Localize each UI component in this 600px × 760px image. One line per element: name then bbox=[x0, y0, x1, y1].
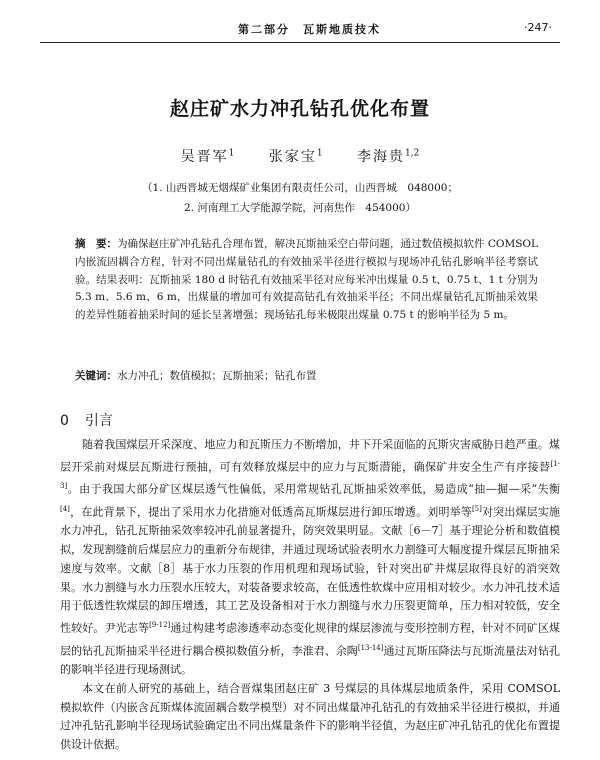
body-text bbox=[60, 436, 560, 755]
text-run: 通过瓦斯压降法与瓦斯流量法对钻孔的影响半径进行现场测试。 bbox=[60, 644, 560, 677]
citation-ref: [4] bbox=[60, 504, 70, 513]
affiliation-1: （1. 山西晋城无烟煤矿业集团有限责任公司，山西晋城 048000； bbox=[142, 182, 458, 194]
abstract bbox=[75, 236, 538, 325]
author-name: 李海贵 bbox=[357, 149, 406, 165]
text-run: 随着我国煤层开采深度、地应力和瓦斯压力不断增加，井下开采面临的瓦斯灾害威胁日趋严重。煤层开采前对煤层瓦斯进行预抽，可有效释放煤层中的应力与瓦斯潜能，确保矿井安全生产有序接替 bbox=[60, 438, 560, 474]
author-affil-mark: 1,2 bbox=[405, 148, 420, 159]
abstract-text: 为确保赵庄矿冲孔钻孔合理布置，解决瓦斯抽采空白带问题，通过数值模拟软件 COMSOL 内嵌流固耦合方程，针对不同出煤量钻孔的有效抽采半径进行模拟与现场冲孔钻孔影响半径考察试验。结果表明：瓦斯抽采 180 d 时钻孔有效抽采半径对应每米冲出煤量 0.5 t、0.75 t、1 t 分别为 5.3 m、5.6 m、6 m，出煤量的增加可有效提高钻孔有效抽采半径；不同出煤量钻孔瓦斯抽采效果的差异性随着抽采时间的延长呈著增强；现场钻孔每米极限出煤量 0.75 t 的影响半径为 5 m。 bbox=[75, 238, 539, 322]
paper-title: 赵庄矿水力冲孔钻孔优化布置 bbox=[169, 98, 430, 120]
citation-ref: [13-14] bbox=[357, 643, 384, 652]
keywords bbox=[75, 368, 538, 383]
author-list bbox=[0, 146, 600, 166]
text-run: 通过构建考虑渗透率动态变化规律的煤层渗流与变形控制方程，针对不同矿区煤层的钻孔瓦斯抽采半径进行耦合模拟数值分析，李淮君、余陶 bbox=[60, 621, 560, 658]
text-run: 。由于我国大部分矿区煤层透气性偏低，采用常规钻孔瓦斯抽采效率低，易造成“抽—掘—采”失衡 bbox=[67, 482, 560, 496]
author-name: 吴晋军 bbox=[180, 149, 229, 165]
running-header-section: 第二部分 瓦斯地质技术 bbox=[238, 23, 381, 36]
citation-ref: [9-12] bbox=[149, 621, 171, 630]
author-1 bbox=[181, 149, 235, 165]
citation-ref: [1-3] bbox=[60, 459, 560, 491]
author-affil-mark: 1 bbox=[228, 148, 235, 159]
keywords-label: 关键词： bbox=[75, 370, 117, 382]
author-2 bbox=[269, 149, 323, 165]
section-number: 0 bbox=[60, 413, 69, 429]
keywords-text: 水力冲孔；数值模拟；瓦斯抽采；钻孔布置 bbox=[117, 370, 317, 382]
text-run: ，在此背景下，提出了采用水力化措施对低透高瓦斯煤层进行卸压增透。刘明举等 bbox=[69, 505, 472, 519]
running-header bbox=[40, 12, 560, 43]
section-title: 引言 bbox=[84, 413, 113, 429]
abstract-label: 摘 要： bbox=[75, 238, 117, 250]
author-affil-mark: 1 bbox=[316, 148, 323, 159]
citation-ref: [5] bbox=[471, 504, 482, 513]
body-paragraph-1 bbox=[60, 436, 560, 680]
author-name: 张家宝 bbox=[268, 149, 317, 165]
affiliation-2: 2. 河南理工大学能源学院，河南焦作 454000） bbox=[184, 202, 416, 214]
text-run: 对突出煤层实施水力冲孔，钻孔瓦斯抽采效率较冲孔前显著提升，防突效果明显。文献［6－7］基于理论分析和数值模拟，发现割缝前后煤层应力的重新分布规律，并通过现场试验表明水力割缝可大幅度提升煤层瓦斯抽采速度与效率。文献［8］基于水力压裂的作用机理和现场试验，针对突出矿井煤层取得良好的消突效果。水力割缝与水力压裂水压较大，对装备要求较高，在低透性软煤中应用相对较少。水力冲孔技术适用于低透性软煤层的卸压增透，其工艺及设备相对于水力割缝与水力压裂更简单，压力相对较低，安全性较好。尹光志等 bbox=[60, 505, 560, 635]
author-3 bbox=[357, 149, 419, 165]
section-heading bbox=[60, 410, 113, 430]
body-paragraph-2: 本文在前人研究的基础上，结合晋煤集团赵庄矿 3 号煤层的具体煤层地质条件，采用 COMSOL 模拟软件（内嵌含瓦斯煤体流固耦合数学模型）对不同出煤量冲孔钻孔的有效抽采半径进行模拟，并通过冲孔钻孔影响半径现场试验确定出不同出煤量条件下的影响半径值，为赵庄矿冲孔钻孔的优化布置提供设计依据。 bbox=[60, 681, 560, 752]
page-number: ·247· bbox=[524, 21, 552, 34]
